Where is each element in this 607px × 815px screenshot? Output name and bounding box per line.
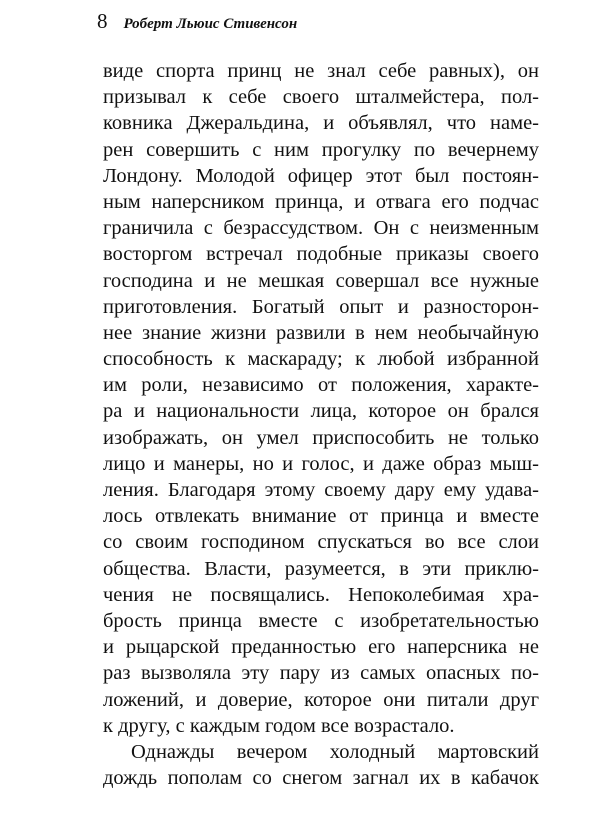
text-line: рен совершить с ним прогулку по вечернему <box>103 138 539 161</box>
text-line: приготовления. Богатый опыт и разносторон- <box>103 295 539 318</box>
text-line: ным наперсником принца, и отвага его подчас <box>103 190 539 213</box>
text-line: граничила с безрассудством. Он с неизменным <box>103 217 539 240</box>
text-line: ковника Джеральдина, и объявлял, что наме- <box>103 112 539 135</box>
text-line: ложений, и доверие, которое они питали друг <box>103 688 539 711</box>
text-line: восторгом встречал подобные приказы своего <box>103 243 539 266</box>
text-line: ления. Благодаря этому своему дару ему удава- <box>103 479 539 501</box>
text-line-paragraph-end: к другу, с каждым годом все возрастало. <box>103 714 455 737</box>
page-number: 8 <box>97 9 108 33</box>
text-line: и рыцарской преданностью его наперсника не <box>103 636 539 659</box>
text-line: способность к маскараду; к любой избранной <box>103 348 539 371</box>
running-head-author: Роберт Льюис Стивенсон <box>123 16 298 32</box>
text-line-paragraph-start: Однажды вечером холодный мартовский <box>131 740 539 763</box>
body-text <box>103 58 539 791</box>
text-line: общества. Власти, разумеется, в эти приклю- <box>103 557 539 580</box>
text-line: ра и национальности лица, которое он брался <box>103 400 539 423</box>
text-line: призывал к себе своего шталмейстера, пол- <box>103 86 539 109</box>
running-head <box>97 8 297 34</box>
text-line: лось отвлекать внимание от принца и вместе <box>103 505 539 528</box>
text-line: со своим господином спускаться во все слои <box>103 531 539 554</box>
text-line: чения не посвящались. Непоколебимая хра- <box>103 583 539 606</box>
text-line: дождь пополам со снегом загнал их в кабачок <box>103 767 539 790</box>
text-line: господина и не мешкая совершал все нужные <box>103 269 539 292</box>
text-line: раз вызволяла эту пару из самых опасных по- <box>103 662 539 685</box>
text-line: изображать, он умел приспособить не только <box>103 426 539 449</box>
text-line: брость принца вместе с изобретательностью <box>103 609 539 632</box>
text-line: Лондону. Молодой офицер этот был постоян- <box>103 164 539 187</box>
text-line: виде спорта принц не знал себе равных), он <box>103 60 539 82</box>
text-line: нее знание жизни развили в нем необычайную <box>103 321 539 344</box>
text-line: лицо и манеры, но и голос, и даже образ мыш- <box>103 452 539 475</box>
text-line: им роли, независимо от положения, характе- <box>103 374 539 397</box>
